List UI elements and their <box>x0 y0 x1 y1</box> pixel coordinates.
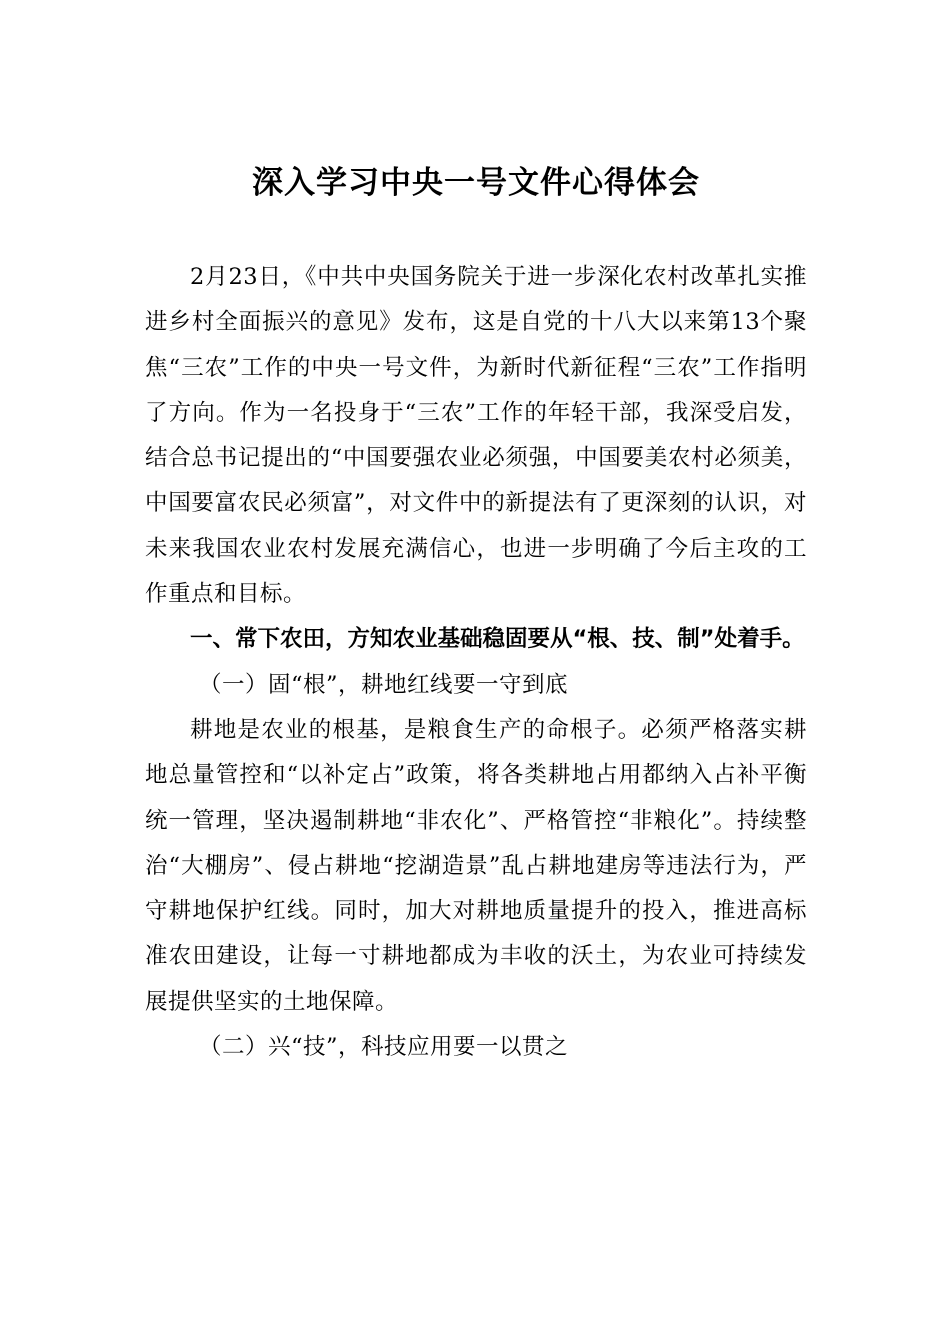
subsection-1-paragraph: 耕地是农业的根基，是粮食生产的命根子。必须严格落实耕地总量管控和“以补定占”政策，将各类耕地占用都纳入占补平衡统一管理，坚决遏制耕地“非农化”、严格管控“非粮化”。持续整治“大棚房”、侵占耕地“挖湖造景”乱占耕地建房等违法行为，严守耕地保护红线。同时，加大对耕地质量提升的投入，推进高标准农田建设，让每一寸耕地都成为丰收的沃土，为农业可持续发展提供坚实的土地保障。 <box>145 716 807 1015</box>
document-title: 深入学习中央一号文件心得体会 <box>252 165 700 201</box>
subsection-heading-1: （一）固“根”，耕地红线要一守到底 <box>199 671 569 698</box>
subsection-heading-2: （二）兴“技”，科技应用要一以贯之 <box>199 1034 569 1061</box>
section-heading-1: 一、常下农田，方知农业基础稳固要从“根、技、制”处着手。 <box>190 626 805 653</box>
document-body <box>145 255 807 1070</box>
intro-paragraph: 2月23日，《中共中央国务院关于进一步深化农村改革扎实推进乡村全面振兴的意见》发布，这是自党的十八大以来第13个聚焦“三农”工作的中央一号文件，为新时代新征程“三农”工作指明了方向。作为一名投身于“三农”工作的年轻干部，我深受启发，结合总书记提出的“中国要强农业必须强，中国要美农村必须美，中国要富农民必须富”，对文件中的新提法有了更深刻的认识，对未来我国农业农村发展充满信心，也进一步明确了今后主攻的工作重点和目标。 <box>145 264 807 608</box>
